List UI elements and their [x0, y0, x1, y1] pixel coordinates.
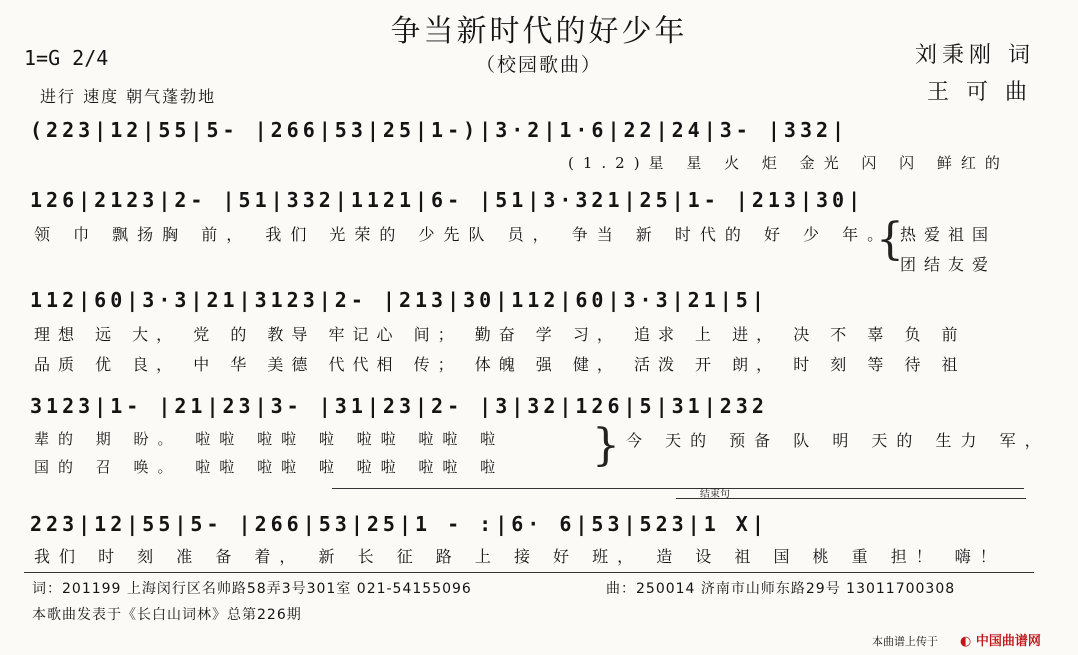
lyrics-row-2-verse-1: 热爱祖国 [900, 225, 997, 244]
lyricist-address: 词：201199 上海闵行区名帅路58弄3号301室 021-54155096 [32, 581, 472, 597]
lyricist-credit: 刘秉刚 词 [915, 43, 1035, 68]
watermark-logo [960, 630, 1041, 649]
lyrics-row-3-verse-2: 品质 优 良， 中 华 美德 代代相 传； 体魄 强 健， 活泼 开 朗， 时 刻 等 待 祖 [34, 355, 966, 374]
publication-note: 本歌曲发表于《长白山词林》总第226期 [32, 607, 302, 623]
ending-marker: 结束句 [700, 489, 730, 500]
lyrics-row-2-verse-2: 团结友爱 [900, 255, 997, 274]
tempo-marking: 进行 速度 朝气蓬勃地 [40, 87, 217, 106]
notation-row-1: (223|12|55|5- |266|53|25|1-)|3·2|1·6|22|24|3- |332| [30, 118, 849, 142]
notation-row-3: 112|60|3·3|21|3123|2- |213|30|112|60|3·3|21|5| [30, 288, 768, 312]
lyrics-row-4-verse-1: 辈的 期 盼。 啦啦 啦啦 啦 啦啦 啦啦 啦 [34, 430, 505, 448]
logo-mark-icon: ◐ [960, 634, 972, 649]
song-subtitle: （校园歌曲） [475, 54, 602, 76]
song-title: 争当新时代的好少年 [390, 14, 688, 49]
lyrics-row-5: 我们 时 刻 准 备 着， 新 长 征 路 上 接 好 班， 造 设 祖 国 桃 重 担！ 嗨！ [34, 547, 1005, 566]
watermark-caption: 本曲谱上传于 [872, 635, 938, 648]
lyrics-row-1: (1.2)星 星 火 炬 金光 闪 闪 鲜红的 [568, 154, 1009, 172]
footer-divider [24, 572, 1034, 573]
verse-brace: { [876, 214, 904, 265]
composer-credit: 王 可 曲 [927, 80, 1032, 105]
lyrics-row-2: 领 巾 飘扬胸 前， 我们 光荣的 少先队 员， 争当 新 时代的 好 少 年。 [34, 225, 893, 244]
refrain-brace: } [592, 420, 620, 471]
repeat-bracket-line [332, 488, 1024, 489]
lyrics-row-3-verse-1: 理想 远 大， 党 的 教导 牢记心 间； 勤奋 学 习， 追求 上 进， 决 不 辜 负 前 [34, 325, 966, 344]
notation-row-5: 223|12|55|5- |266|53|25|1 - :|6· 6|53|523|1 X| [30, 512, 768, 536]
lyrics-row-4-refrain: 今 天的 预备 队 明 天的 生力 军， [626, 431, 1050, 450]
notation-row-2: 126|2123|2- |51|332|1121|6- |51|3·321|25|1- |213|30| [30, 188, 865, 212]
composer-address: 曲：250014 济南市山师东路29号 13011700308 [606, 581, 956, 597]
key-signature: 1=G 2/4 [24, 46, 109, 70]
notation-row-4: 3123|1- |21|23|3- |31|23|2- |3|32|126|5|31|232 [30, 394, 768, 418]
lyrics-row-4-verse-2: 国的 召 唤。 啦啦 啦啦 啦 啦啦 啦啦 啦 [34, 458, 505, 476]
watermark-logo-text: 中国曲谱网 [975, 634, 1041, 649]
